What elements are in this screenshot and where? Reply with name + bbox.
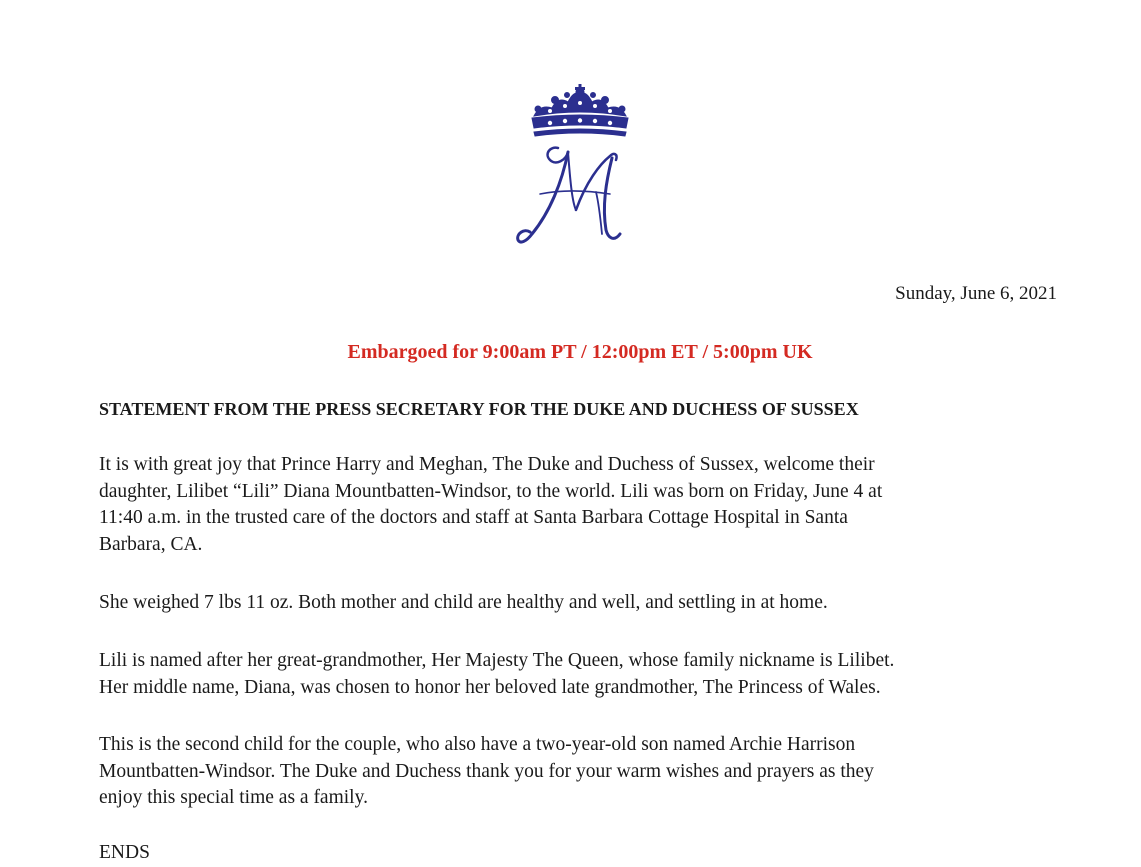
paragraph-line: Mountbatten-Windsor. The Duke and Duchess thank you for your warm wishes and prayers as they [99,760,874,782]
crowned-m-monogram-icon [510,82,650,252]
paragraph-second-child [99,732,1079,812]
paragraph-line: 11:40 a.m. in the trusted care of the doctors and staff at Santa Barbara Cottage Hospital in Santa [99,507,848,528]
paragraph-line: This is the second child for the couple, who also have a two-year-old son named Archie Harrison [99,734,856,755]
paragraph-line: Barbara, CA. [99,533,203,555]
ends-marker: ENDS [99,842,150,863]
paragraph-line: daughter, Lilibet “Lili” Diana Mountbatten-Windsor, to the world. Lili was born on Friday, June 4 at [99,480,883,502]
paragraph-line: enjoy this special time as a family. [99,787,368,808]
statement-date: Sunday, June 6, 2021 [895,283,1057,304]
embargo-notice: Embargoed for 9:00am PT / 12:00pm ET / 5:00pm UK [347,341,813,363]
paragraph-weight [99,590,1079,617]
paragraph-line: She weighed 7 lbs 11 oz. Both mother and child are healthy and well, and settling in at home. [99,592,828,613]
statement-heading: STATEMENT FROM THE PRESS SECRETARY FOR THE DUKE AND DUCHESS OF SUSSEX [99,399,859,419]
paragraph-line: It is with great joy that Prince Harry and Meghan, The Duke and Duchess of Sussex, welcome their [99,454,875,475]
paragraph-line: Lili is named after her great-grandmother, Her Majesty The Queen, whose family nickname is Lilibet. [99,650,895,671]
paragraph-line: Her middle name, Diana, was chosen to honor her beloved late grandmother, The Princess of Wales. [99,676,881,698]
paragraph-birth-announcement [99,452,1079,558]
paragraph-name-origin [99,648,1079,701]
